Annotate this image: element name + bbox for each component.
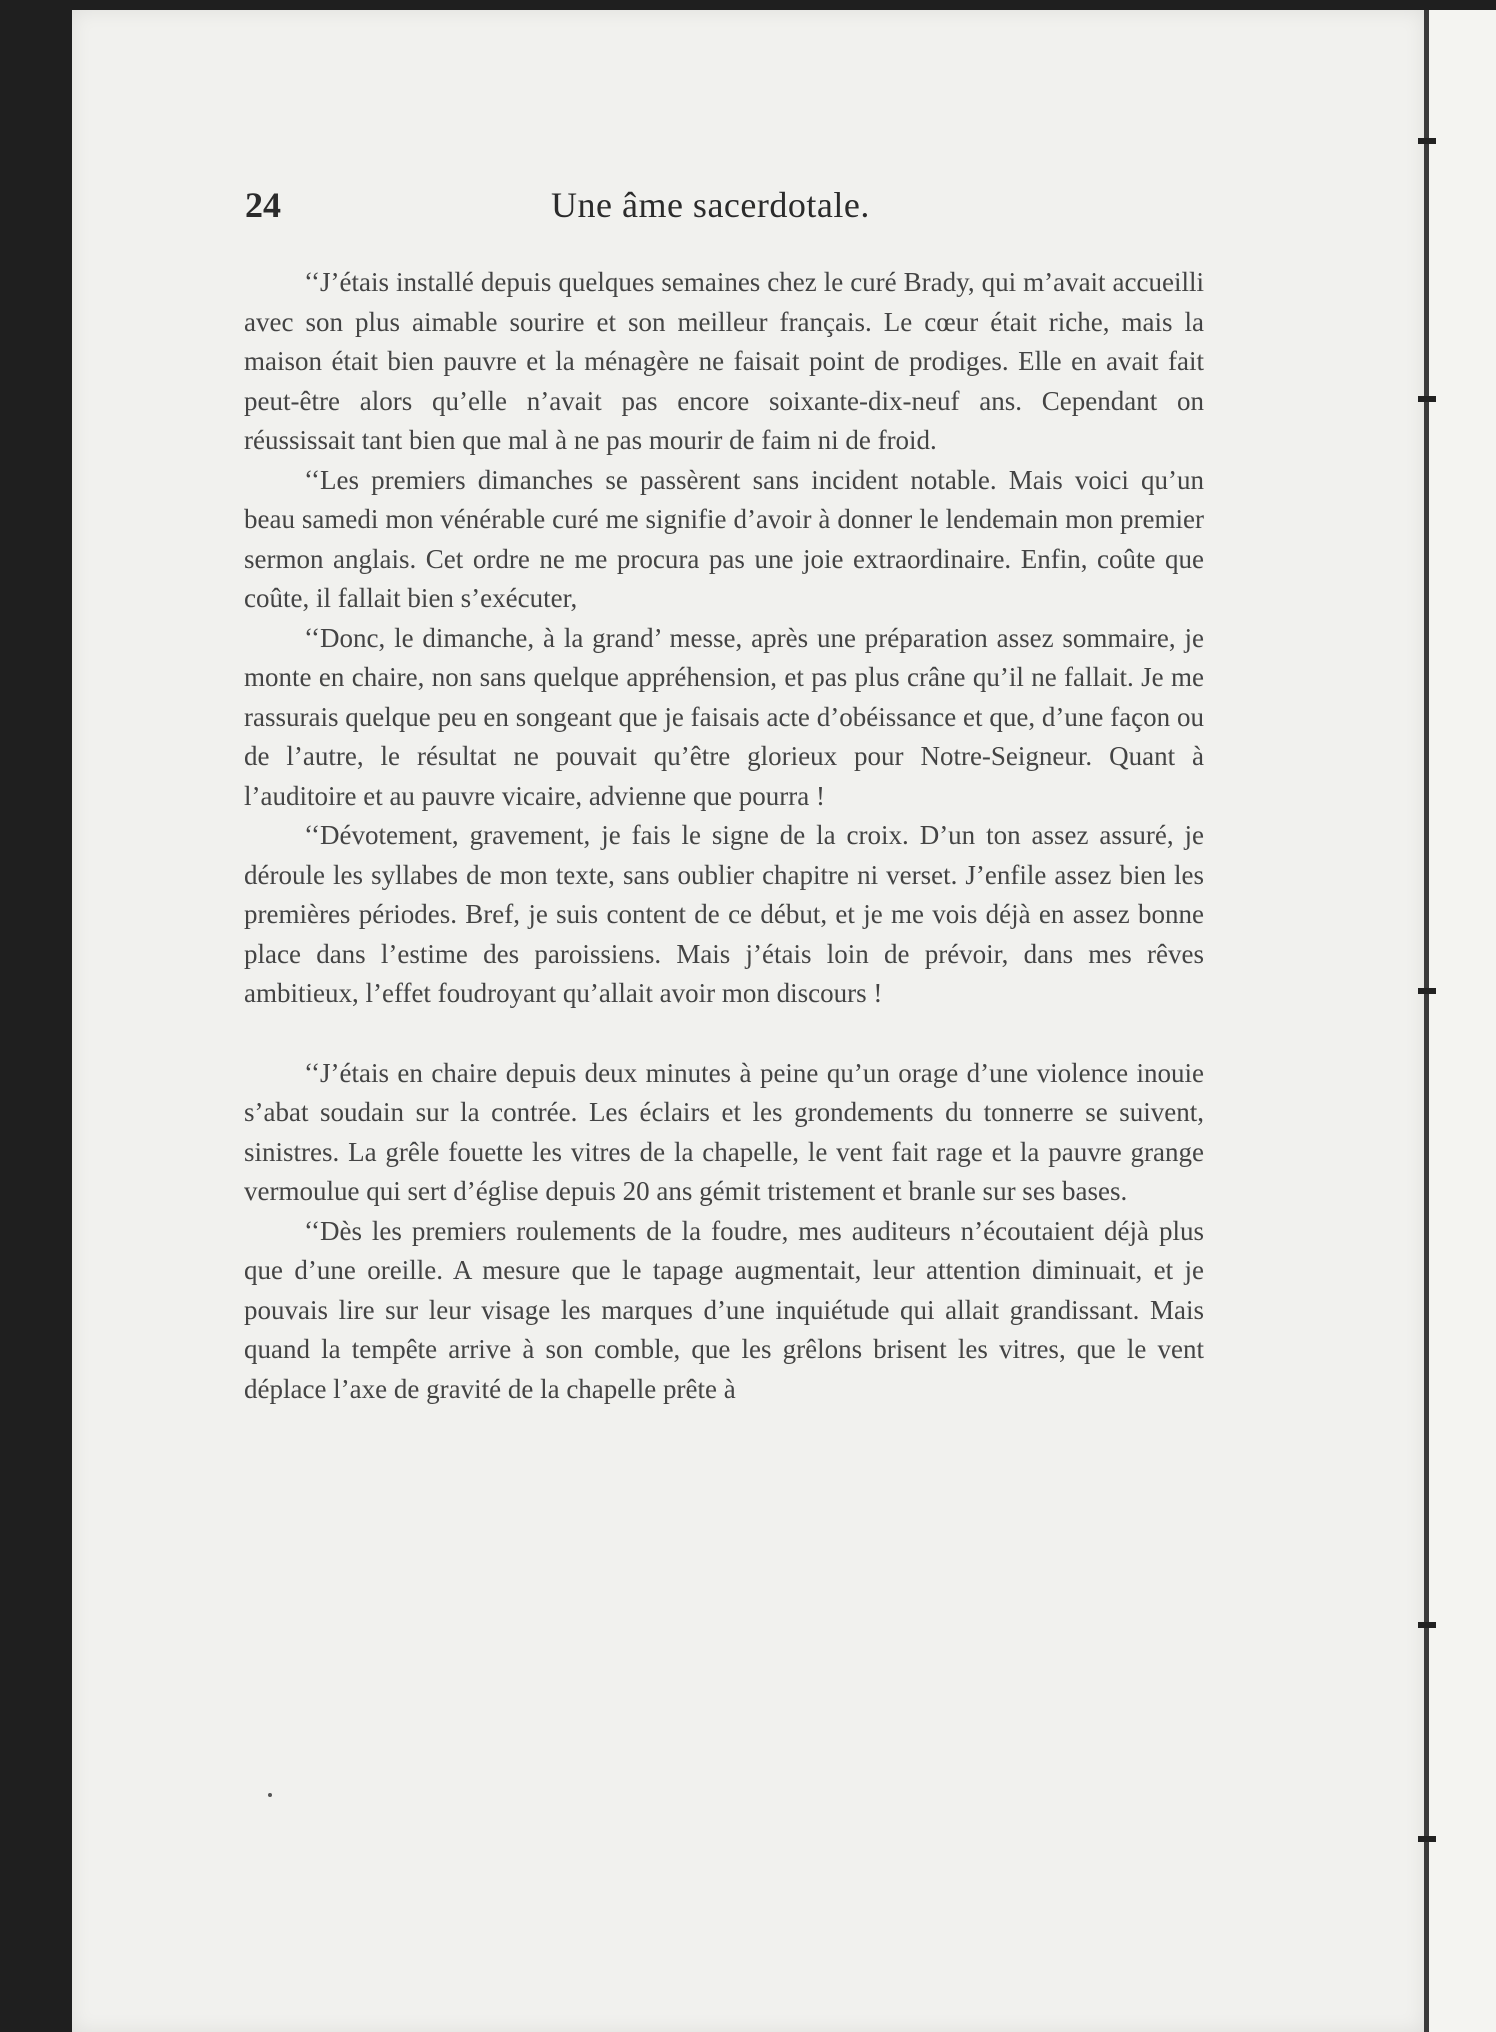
page-spine	[1424, 10, 1429, 2032]
paragraph-3: ‘‘Donc, le dimanche, à la grand’ messe, après une préparation assez sommaire, je monte en chaire, non sans quelque appréhension, et pas plus crâne qu’il ne fallait. Je me rassurais quelque peu en songeant que je faisais acte d’obéissance et que, d’une façon ou de l’autre, le résultat ne pouvait qu’être glorieux pour Notre-Seigneur. Quant à l’auditoire et au pauvre vicaire, advienne que pourra !	[244, 622, 1204, 811]
paragraph-1: ‘‘J’étais installé depuis quelques semaines chez le curé Brady, qui m’avait accueilli avec son plus aimable sourire et son meilleur français. Le cœur était riche, mais la maison était bien pauvre et la ménagère ne faisait point de prodiges. Elle en avait fait peut-être alors qu’elle n’avait pas encore soixante-dix-neuf ans. Cependant on réussissait tant bien que mal à ne pas mourir de faim ni de froid.	[244, 267, 1204, 455]
facing-page-edge	[1424, 10, 1496, 2032]
running-title: Une âme sacerdotale.	[551, 185, 870, 225]
binding-mark	[1418, 988, 1436, 994]
binding-mark	[1418, 1836, 1436, 1842]
binding-mark	[1418, 138, 1436, 144]
binding-mark	[1418, 396, 1436, 402]
printing-mark	[268, 1793, 272, 1797]
running-header	[245, 184, 1225, 234]
paragraph-6: ‘‘Dès les premiers roulements de la foudre, mes auditeurs n’écoutaient déjà plus que d’une oreille. A mesure que le tapage augmentait, leur attention diminuait, et je pouvais lire sur leur visage les marques d’une inquiétude qui allait grandissant. Mais quand la tempête arrive à son comble, que les grêlons brisent les vitres, que le vent déplace l’axe de gravité de la chapelle prête à	[244, 1215, 1204, 1404]
paragraph-4: ‘‘Dévotement, gravement, je fais le signe de la croix. D’un ton assez assuré, je déroule les syllabes de mon texte, sans oublier chapitre ni verset. J’enfile assez bien les premières périodes. Bref, je suis content de ce début, et je me vois déjà en assez bonne place dans l’estime des paroissiens. Mais j’étais loin de prévoir, dans mes rêves ambitieux, l’effet foudroyant qu’allait avoir mon discours !	[244, 820, 1204, 1008]
paragraph-5: ‘‘J’étais en chaire depuis deux minutes à peine qu’un orage d’une violence inouie s’abat soudain sur la contrée. Les éclairs et les grondements du tonnerre se suivent, sinistres. La grêle fouette les vitres de la chapelle, le vent fait rage et la pauvre grange vermoulue qui sert d’église depuis 20 ans gémit tristement et branle sur ses bases.	[244, 1057, 1204, 1206]
page-body	[244, 263, 1204, 1409]
page-number: 24	[245, 185, 281, 225]
paragraph-2: ‘‘Les premiers dimanches se passèrent sans incident notable. Mais voici qu’un beau samedi mon vénérable curé me signifie d’avoir à donner le lendemain mon premier sermon anglais. Cet ordre ne me procura pas une joie extraordinaire. Enfin, coûte que coûte, il fallait bien s’exécuter,	[244, 464, 1204, 613]
binding-mark	[1418, 1622, 1436, 1628]
